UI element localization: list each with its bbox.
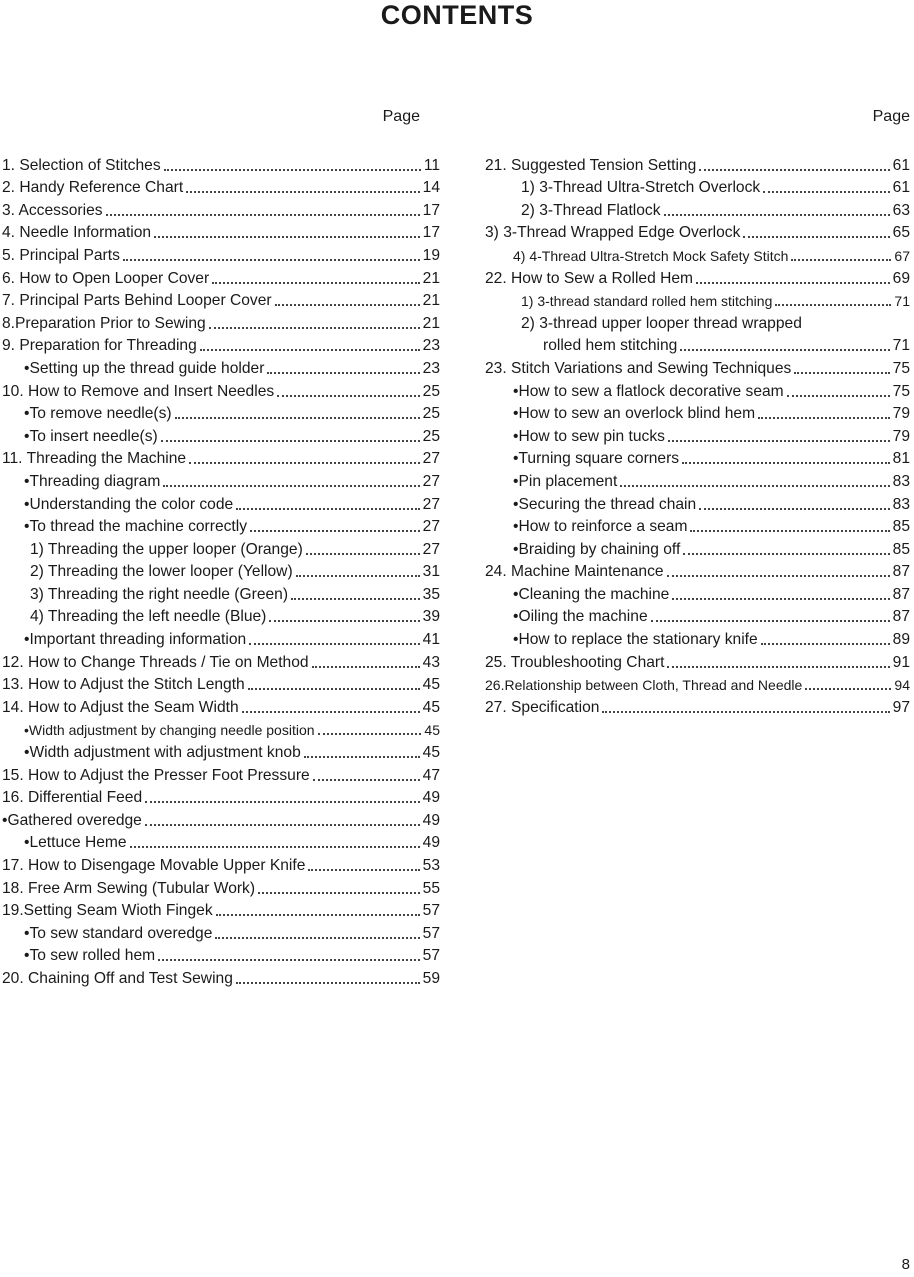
toc-entry-label: •Lettuce Heme bbox=[24, 834, 127, 852]
toc-entry-label: 12. How to Change Threads / Tie on Method bbox=[2, 653, 309, 671]
toc-dot-leader bbox=[216, 914, 420, 916]
toc-entry bbox=[485, 491, 910, 514]
toc-entry-page: 53 bbox=[422, 857, 440, 874]
toc-dot-leader bbox=[236, 508, 419, 510]
toc-entry-label: 13. How to Adjust the Stitch Length bbox=[2, 676, 245, 694]
toc-entry-label: •Setting up the thread guide holder bbox=[24, 359, 265, 377]
toc-entry bbox=[2, 288, 440, 311]
toc-entry-page: 43 bbox=[422, 653, 440, 671]
toc-entry-page: 23 bbox=[422, 359, 440, 377]
toc-dot-leader bbox=[154, 236, 420, 238]
toc-dot-leader bbox=[651, 620, 890, 622]
toc-entry bbox=[2, 265, 440, 288]
toc-entry-label: •To thread the machine correctly bbox=[24, 518, 248, 536]
toc-entry-label: 1) 3-thread standard rolled hem stitching bbox=[521, 293, 773, 310]
toc-entry bbox=[485, 242, 910, 265]
toc-entry-page: 61 bbox=[892, 179, 910, 197]
toc-entry-page: 25 bbox=[422, 382, 440, 400]
toc-entry bbox=[485, 649, 910, 672]
toc-entry bbox=[485, 536, 910, 559]
toc-dot-leader bbox=[200, 349, 420, 351]
toc-entry-label: •Oiling the machine bbox=[513, 608, 648, 626]
toc-entry-page: 79 bbox=[892, 405, 910, 423]
toc-entry-page: 45 bbox=[422, 698, 440, 716]
toc-entry-label: rolled hem stitching bbox=[543, 337, 678, 355]
toc-entry bbox=[2, 242, 440, 265]
toc-entry-label: 9. Preparation for Threading bbox=[2, 337, 197, 355]
toc-entry-page: 87 bbox=[892, 585, 910, 603]
toc-entry bbox=[2, 626, 440, 649]
toc-entry-page: 14 bbox=[422, 179, 440, 197]
toc-entry-label: 8.Preparation Prior to Sewing bbox=[2, 314, 206, 332]
toc-entry bbox=[2, 898, 440, 921]
toc-entry-page: 45 bbox=[424, 722, 440, 739]
toc-dot-leader bbox=[668, 440, 890, 442]
toc-entry-label: •Braiding by chaining off bbox=[513, 540, 681, 558]
toc-dot-leader bbox=[696, 282, 890, 284]
toc-entry-page: 49 bbox=[422, 834, 440, 852]
toc-entry bbox=[2, 807, 440, 830]
toc-entry bbox=[2, 333, 440, 356]
toc-entry-page: 21 bbox=[422, 269, 440, 287]
toc-entry-page: 59 bbox=[422, 969, 440, 987]
toc-entry-page: 45 bbox=[422, 744, 440, 762]
toc-entry-label: 7. Principal Parts Behind Looper Cover bbox=[2, 292, 272, 310]
toc-entry bbox=[485, 265, 910, 288]
toc-entry-label: 17. How to Disengage Movable Upper Knife bbox=[2, 857, 306, 874]
toc-entry bbox=[2, 175, 440, 198]
toc-entry-page: 57 bbox=[422, 902, 440, 920]
toc-entry-label: •To remove needle(s) bbox=[24, 405, 172, 423]
toc-entry bbox=[2, 694, 440, 717]
toc-entry bbox=[2, 581, 440, 604]
toc-entry-label: •How to sew pin tucks bbox=[513, 427, 665, 445]
toc-entry bbox=[485, 626, 910, 649]
toc-dot-leader bbox=[258, 892, 420, 894]
toc-dot-leader bbox=[312, 666, 420, 668]
toc-entry bbox=[485, 559, 910, 582]
toc-entry-page: 79 bbox=[892, 427, 910, 445]
toc-dot-leader bbox=[602, 711, 889, 713]
toc-entry-page: 41 bbox=[422, 631, 440, 649]
toc-entry-label: 4. Needle Information bbox=[2, 224, 152, 242]
toc-dot-leader bbox=[123, 259, 420, 261]
toc-entry-page: 71 bbox=[892, 337, 910, 355]
toc-entry bbox=[2, 197, 440, 220]
toc-entry-label: 2) 3-Thread Flatlock bbox=[521, 201, 661, 219]
toc-entry-page: 89 bbox=[892, 631, 910, 649]
toc-entry bbox=[485, 514, 910, 537]
toc-entry-label: 21. Suggested Tension Setting bbox=[485, 156, 697, 174]
toc-entry-label: •How to reinforce a seam bbox=[513, 518, 688, 536]
toc-entry-label: 16. Differential Feed bbox=[2, 789, 143, 807]
toc-entry-page: 27 bbox=[422, 540, 440, 558]
toc-entry-page: 27 bbox=[422, 450, 440, 468]
toc-entry-page: 21 bbox=[422, 314, 440, 332]
toc-dot-leader bbox=[145, 824, 420, 826]
toc-entry-page: 39 bbox=[422, 608, 440, 626]
toc-entry bbox=[485, 423, 910, 446]
toc-entry bbox=[2, 310, 440, 333]
toc-entry-label: 24. Machine Maintenance bbox=[485, 563, 664, 581]
toc-entry-label: •Threading diagram bbox=[24, 472, 161, 490]
toc-dot-leader bbox=[313, 779, 420, 781]
toc-entry-page: 17 bbox=[422, 224, 440, 242]
toc-entry-label: •Width adjustment with adjustment knob bbox=[24, 744, 301, 762]
toc-dot-leader bbox=[683, 553, 889, 555]
toc-dot-leader bbox=[275, 304, 420, 306]
toc-entry-page: 27 bbox=[422, 518, 440, 536]
toc-entry-page: 31 bbox=[422, 563, 440, 581]
toc-entry-label: •Turning square corners bbox=[513, 450, 680, 468]
toc-dot-leader bbox=[215, 937, 419, 939]
toc-entry-page: 91 bbox=[892, 653, 910, 671]
toc-entry bbox=[2, 423, 440, 446]
toc-entry bbox=[485, 310, 910, 333]
toc-entry bbox=[2, 785, 440, 808]
toc-entry-label: 23. Stitch Variations and Sewing Techniques bbox=[485, 359, 792, 377]
toc-dot-leader bbox=[699, 169, 889, 171]
toc-entry bbox=[2, 965, 440, 988]
toc-entry-page: 49 bbox=[422, 789, 440, 807]
toc-entry-page: 25 bbox=[422, 405, 440, 423]
toc-dot-leader bbox=[248, 688, 420, 690]
toc-entry-label: 1) 3-Thread Ultra-Stretch Overlock bbox=[521, 179, 761, 197]
toc-entry bbox=[485, 468, 910, 491]
toc-entry-label: •How to sew a flatlock decorative seam bbox=[513, 382, 784, 400]
toc-entry bbox=[485, 152, 910, 175]
toc-entry-page: 27 bbox=[422, 472, 440, 490]
toc-dot-leader bbox=[212, 282, 419, 284]
toc-entry bbox=[485, 401, 910, 424]
toc-entry-label: 11. Threading the Machine bbox=[2, 450, 187, 468]
toc-dot-leader bbox=[242, 711, 420, 713]
toc-entry-label: 20. Chaining Off and Test Sewing bbox=[2, 969, 233, 987]
toc-entry-label: 25. Troubleshooting Chart bbox=[485, 653, 665, 671]
toc-entry-label: •Cleaning the machine bbox=[513, 585, 670, 603]
toc-entry bbox=[2, 920, 440, 943]
toc-entry bbox=[2, 649, 440, 672]
toc-entry bbox=[485, 581, 910, 604]
toc-entry-page: 71 bbox=[894, 293, 910, 310]
toc-dot-leader bbox=[318, 733, 422, 735]
toc-entry-label: 3) Threading the right needle (Green) bbox=[30, 585, 289, 603]
toc-entry-label: •How to sew an overlock blind hem bbox=[513, 405, 756, 423]
toc-entry bbox=[485, 220, 910, 243]
toc-entry-page: 83 bbox=[892, 495, 910, 513]
toc-dot-leader bbox=[145, 801, 420, 803]
toc-dot-leader bbox=[690, 530, 889, 532]
toc-entry-label: 3) 3-Thread Wrapped Edge Overlock bbox=[485, 224, 741, 242]
toc-entry-label: 27. Specification bbox=[485, 698, 600, 716]
toc-entry-page: 61 bbox=[892, 156, 910, 174]
toc-entry bbox=[2, 401, 440, 424]
toc-dot-leader bbox=[308, 869, 419, 871]
toc-entry bbox=[2, 446, 440, 469]
toc-entry-page: 23 bbox=[422, 337, 440, 355]
toc-entry bbox=[2, 875, 440, 898]
toc-dot-leader bbox=[209, 327, 420, 329]
toc-dot-leader bbox=[667, 666, 889, 668]
toc-entry-label: 2) 3-thread upper looper thread wrapped bbox=[521, 314, 802, 332]
toc-dot-leader bbox=[682, 462, 890, 464]
toc-entry-label: 3. Accessories bbox=[2, 201, 103, 219]
toc-entry-page: 57 bbox=[422, 924, 440, 942]
toc-entry bbox=[2, 491, 440, 514]
toc-entry-page: 83 bbox=[892, 472, 910, 490]
toc-entry bbox=[2, 672, 440, 695]
page-number: 8 bbox=[901, 1256, 910, 1273]
toc-dot-leader bbox=[158, 959, 420, 961]
toc-list-left bbox=[2, 152, 440, 988]
toc-dot-leader bbox=[106, 214, 420, 216]
toc-entry-page: 87 bbox=[892, 608, 910, 626]
page-title: CONTENTS bbox=[380, 0, 534, 30]
toc-entry bbox=[485, 672, 910, 695]
toc-entry bbox=[2, 830, 440, 853]
toc-entry-page: 67 bbox=[894, 247, 910, 264]
toc-entry-label: 6. How to Open Looper Cover bbox=[2, 269, 210, 287]
toc-entry-page: 69 bbox=[892, 269, 910, 287]
toc-entry-page: 87 bbox=[892, 563, 910, 581]
toc-entry bbox=[2, 852, 440, 875]
toc-dot-leader bbox=[236, 982, 420, 984]
toc-entry-label: •To sew standard overedge bbox=[24, 924, 213, 942]
toc-entry bbox=[485, 694, 910, 717]
toc-dot-leader bbox=[296, 575, 420, 577]
toc-entry-label: •Securing the thread chain bbox=[513, 495, 697, 513]
toc-dot-leader bbox=[763, 191, 889, 193]
toc-entry-page: 85 bbox=[892, 540, 910, 558]
toc-entry-page: 75 bbox=[892, 359, 910, 377]
toc-entry-label: 18. Free Arm Sewing (Tubular Work) bbox=[2, 879, 256, 897]
toc-entry-label: •How to replace the stationary knife bbox=[513, 631, 758, 649]
page-column-header: Page bbox=[872, 108, 910, 125]
toc-entry bbox=[485, 288, 910, 311]
toc-dot-leader bbox=[758, 417, 890, 419]
toc-entry bbox=[2, 762, 440, 785]
toc-entry bbox=[485, 604, 910, 627]
toc-entry-page: 75 bbox=[892, 382, 910, 400]
toc-entry bbox=[2, 739, 440, 762]
contents-right-column bbox=[485, 108, 910, 717]
toc-entry-label: 4) 4-Thread Ultra-Stretch Mock Safety Stitch bbox=[513, 247, 789, 264]
toc-entry-page: 27 bbox=[422, 495, 440, 513]
toc-dot-leader bbox=[664, 214, 890, 216]
toc-dot-leader bbox=[164, 169, 421, 171]
toc-entry-page: 25 bbox=[422, 427, 440, 445]
toc-entry-label: •Gathered overedge bbox=[2, 811, 142, 829]
toc-entry-label: 19.Setting Seam Wioth Fingek bbox=[2, 902, 213, 920]
toc-entry-page: 11 bbox=[423, 156, 440, 174]
toc-entry bbox=[2, 514, 440, 537]
toc-entry bbox=[2, 378, 440, 401]
toc-entry-page: 47 bbox=[422, 766, 440, 784]
toc-entry bbox=[485, 378, 910, 401]
toc-entry bbox=[2, 943, 440, 966]
toc-entry-label: •Important threading information bbox=[24, 631, 247, 649]
toc-entry bbox=[2, 717, 440, 740]
toc-entry-page: 94 bbox=[894, 677, 910, 694]
toc-entry-page: 81 bbox=[892, 450, 910, 468]
toc-dot-leader bbox=[787, 395, 890, 397]
toc-dot-leader bbox=[620, 485, 889, 487]
toc-entry bbox=[2, 559, 440, 582]
toc-dot-leader bbox=[306, 553, 420, 555]
toc-dot-leader bbox=[680, 349, 889, 351]
toc-entry bbox=[485, 333, 910, 356]
toc-entry-label: 4) Threading the left needle (Blue) bbox=[30, 608, 267, 626]
toc-entry-label: •Width adjustment by changing needle position bbox=[24, 722, 315, 739]
toc-dot-leader bbox=[699, 508, 889, 510]
toc-dot-leader bbox=[175, 417, 420, 419]
toc-dot-leader bbox=[269, 620, 419, 622]
toc-dot-leader bbox=[667, 575, 890, 577]
toc-dot-leader bbox=[130, 846, 420, 848]
toc-entry-page: 35 bbox=[422, 585, 440, 603]
toc-entry-page: 17 bbox=[422, 201, 440, 219]
toc-entry-page: 55 bbox=[422, 879, 440, 897]
toc-dot-leader bbox=[186, 191, 419, 193]
toc-dot-leader bbox=[163, 485, 419, 487]
toc-entry-page: 97 bbox=[892, 698, 910, 716]
toc-dot-leader bbox=[277, 395, 419, 397]
toc-dot-leader bbox=[743, 236, 889, 238]
toc-list-right bbox=[485, 152, 910, 717]
toc-entry bbox=[2, 536, 440, 559]
toc-entry-label: 1) Threading the upper looper (Orange) bbox=[30, 540, 303, 558]
toc-entry-label: •Understanding the color code bbox=[24, 495, 234, 513]
toc-entry-label: 2) Threading the lower looper (Yellow) bbox=[30, 563, 293, 581]
toc-dot-leader bbox=[161, 440, 420, 442]
toc-dot-leader bbox=[775, 304, 891, 306]
toc-dot-leader bbox=[304, 756, 420, 758]
toc-entry-page: 63 bbox=[892, 201, 910, 219]
toc-entry bbox=[485, 446, 910, 469]
toc-dot-leader bbox=[250, 530, 420, 532]
toc-entry-label: 26.Relationship between Cloth, Thread and Needle bbox=[485, 677, 803, 694]
toc-entry-label: 22. How to Sew a Rolled Hem bbox=[485, 269, 694, 287]
toc-entry-page: 49 bbox=[422, 811, 440, 829]
page-column-header: Page bbox=[382, 108, 420, 125]
toc-entry-label: 10. How to Remove and Insert Needles bbox=[2, 382, 275, 400]
toc-entry bbox=[485, 355, 910, 378]
toc-entry-page: 65 bbox=[892, 224, 910, 242]
toc-entry-label: 15. How to Adjust the Presser Foot Pressure bbox=[2, 766, 310, 784]
toc-dot-leader bbox=[291, 598, 420, 600]
toc-entry-label: 14. How to Adjust the Seam Width bbox=[2, 698, 239, 716]
toc-entry bbox=[2, 152, 440, 175]
toc-dot-leader bbox=[189, 462, 420, 464]
toc-entry bbox=[485, 197, 910, 220]
toc-entry-label: 5. Principal Parts bbox=[2, 246, 120, 264]
toc-entry bbox=[2, 355, 440, 378]
toc-entry bbox=[2, 468, 440, 491]
toc-entry-label: 2. Handy Reference Chart bbox=[2, 179, 184, 197]
toc-entry bbox=[485, 175, 910, 198]
toc-entry bbox=[2, 220, 440, 243]
toc-dot-leader bbox=[805, 688, 891, 690]
toc-entry bbox=[2, 604, 440, 627]
toc-dot-leader bbox=[672, 598, 889, 600]
toc-entry-page: 45 bbox=[422, 676, 440, 694]
toc-dot-leader bbox=[249, 643, 419, 645]
toc-dot-leader bbox=[791, 259, 891, 261]
toc-entry-page: 21 bbox=[422, 292, 440, 310]
toc-dot-leader bbox=[794, 372, 889, 374]
toc-entry-page: 19 bbox=[422, 246, 440, 264]
toc-dot-leader bbox=[761, 643, 890, 645]
toc-entry-page: 57 bbox=[422, 947, 440, 965]
toc-entry-label: 1. Selection of Stitches bbox=[2, 156, 161, 174]
toc-dot-leader bbox=[267, 372, 419, 374]
toc-entry-page: 85 bbox=[892, 518, 910, 536]
toc-entry-label: •To sew rolled hem bbox=[24, 947, 156, 965]
toc-entry-label: •To insert needle(s) bbox=[24, 427, 158, 445]
contents-left-column bbox=[2, 108, 440, 988]
toc-entry-label: •Pin placement bbox=[513, 472, 618, 490]
